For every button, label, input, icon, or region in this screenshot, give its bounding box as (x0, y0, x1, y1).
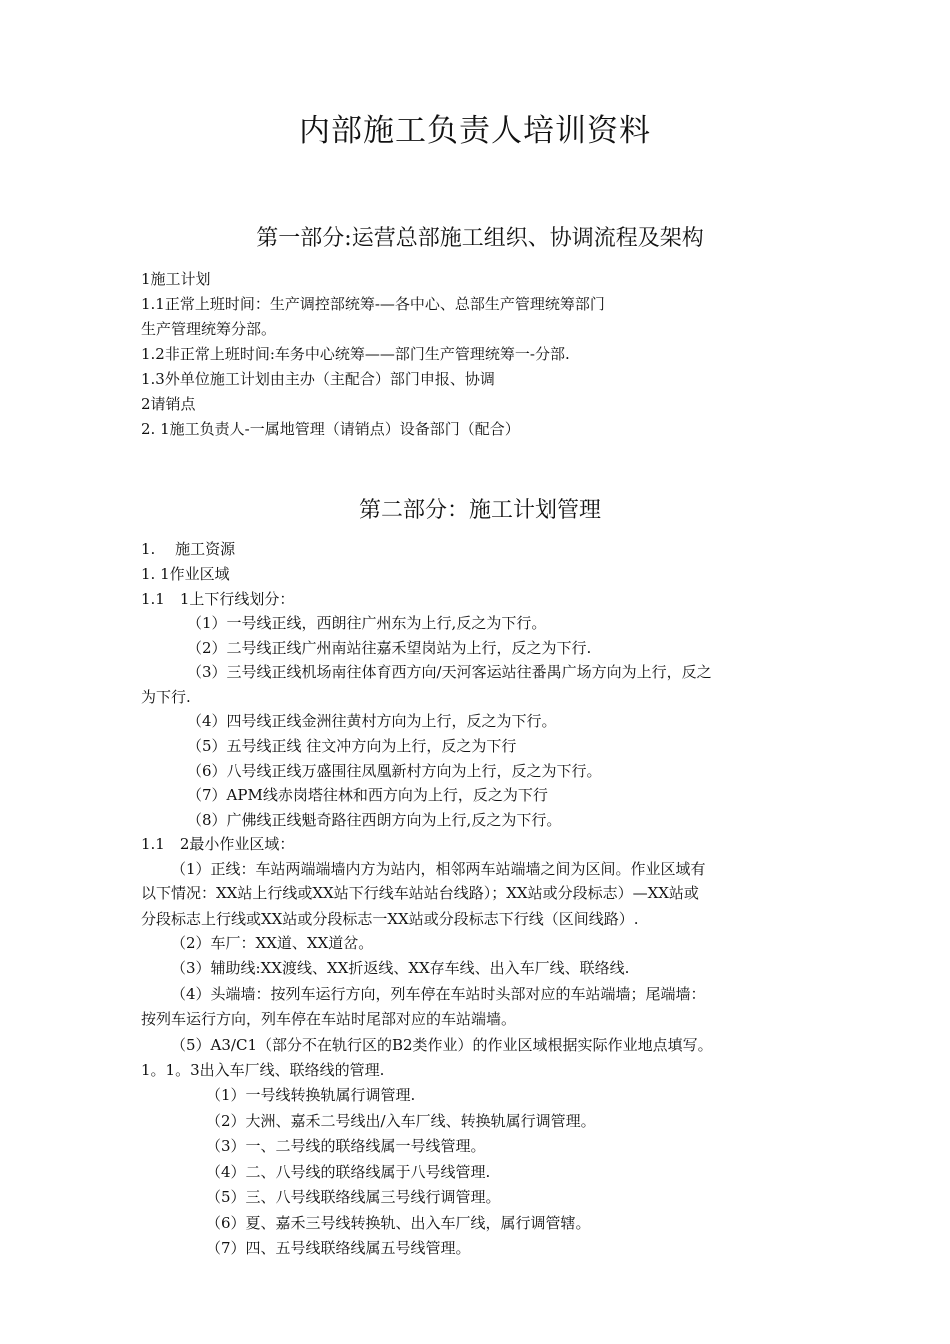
part2-line: （4）二、八号线的联络线属于八号线管理. (206, 1163, 491, 1181)
part1-line: 1.1正常上班时间：生产调控部统筹-—各中心、总部生产管理统筹部门 (141, 295, 605, 313)
part2-line: （7）四、五号线联络线属五号线管理。 (206, 1239, 471, 1257)
part2-heading: 第二部分：施工计划管理 (358, 498, 601, 523)
part2-line: 分段标志上行线或XX站或分段标志一XX站或分段标志下行线（区间线路）. (141, 910, 639, 928)
part2-line: 1.1 2最小作业区域： (141, 835, 295, 853)
part2-line: 1。1。3出入车厂线、联络线的管理. (141, 1061, 385, 1079)
part1-line: 1.2非正常上班时间:车务中心统筹——部门生产管理统筹一-分部. (141, 345, 570, 363)
part1-line: 2. 1施工负责人-一属地管理（请销点）设备部门（配合） (141, 420, 520, 438)
part2-line: （6）夏、嘉禾三号线转换轨、出入车厂线，属行调管辖。 (206, 1214, 591, 1232)
part1-line: 生产管理统筹分部。 (141, 320, 277, 338)
part2-line: （6）八号线正线万盛围往凤凰新村方向为上行，反之为下行。 (187, 762, 602, 780)
part2-line: （1）一号线转换轨属行调管理. (206, 1086, 416, 1104)
part2-line: （3）一、二号线的联络线属一号线管理。 (206, 1137, 486, 1155)
part2-line: （2）大洲、嘉禾二号线出/入车厂线、转换轨属行调管理。 (206, 1112, 596, 1130)
part2-line: （3）辅助线:XX渡线、XX折返线、XX存车线、出入车厂线、联络线. (171, 959, 630, 977)
part2-line: （4）头端墙：按列车运行方向，列车停在车站时头部对应的车站端墙；尾端墙： (171, 985, 706, 1003)
part2-line: （4）四号线正线金洲往黄村方向为上行，反之为下行。 (187, 712, 557, 730)
part2-line: 以下情况：XX站上行线或XX站下行线车站站台线路）；XX站或分段标志）—XX站或 (141, 884, 699, 902)
part2-line: （1）一号线正线，西朗往广州东为上行,反之为下行。 (187, 614, 547, 632)
part2-line: （5）三、八号线联络线属三号线行调管理。 (206, 1188, 501, 1206)
part2-line: （3）三号线正线机场南往体育西方向/天河客运站往番禺广场方向为上行，反之 (187, 663, 712, 681)
part2-line: 1. 施工资源 (141, 540, 236, 558)
part1-heading: 第一部分:运营总部施工组织、协调流程及架构 (256, 226, 704, 251)
part2-line: （2）车厂：XX道、XX道岔。 (171, 934, 374, 952)
part2-line: （1）正线：车站两端端墙内方为站内，相邻两车站端墙之间为区间。作业区域有 (171, 860, 706, 878)
part2-line: （5）A3/C1（部分不在轨行区的B2类作业）的作业区域根据实际作业地点填写。 (171, 1036, 713, 1054)
part2-line: 按列车运行方向，列车停在车站时尾部对应的车站端墙。 (141, 1010, 517, 1028)
part2-line: （8）广佛线正线魁奇路往西朗方向为上行,反之为下行。 (187, 811, 562, 829)
part1-line: 2请销点 (141, 395, 196, 413)
part1-line: 1施工计划 (141, 270, 211, 288)
part2-line: 1. 1作业区域 (141, 565, 230, 583)
part2-line: （7）APM线赤岗塔往林和西方向为上行，反之为下行 (187, 786, 548, 804)
document-title: 内部施工负责人培训资料 (299, 113, 651, 149)
part2-line: 1.1 1上下行线划分： (141, 590, 295, 608)
part1-line: 1.3外单位施工计划由主办（主配合）部门申报、协调 (141, 370, 495, 388)
part2-line: 为下行. (141, 688, 191, 706)
part2-line: （5）五号线正线 往文冲方向为上行，反之为下行 (187, 737, 517, 755)
part2-line: （2）二号线正线广州南站往嘉禾望岗站为上行，反之为下行. (187, 639, 592, 657)
